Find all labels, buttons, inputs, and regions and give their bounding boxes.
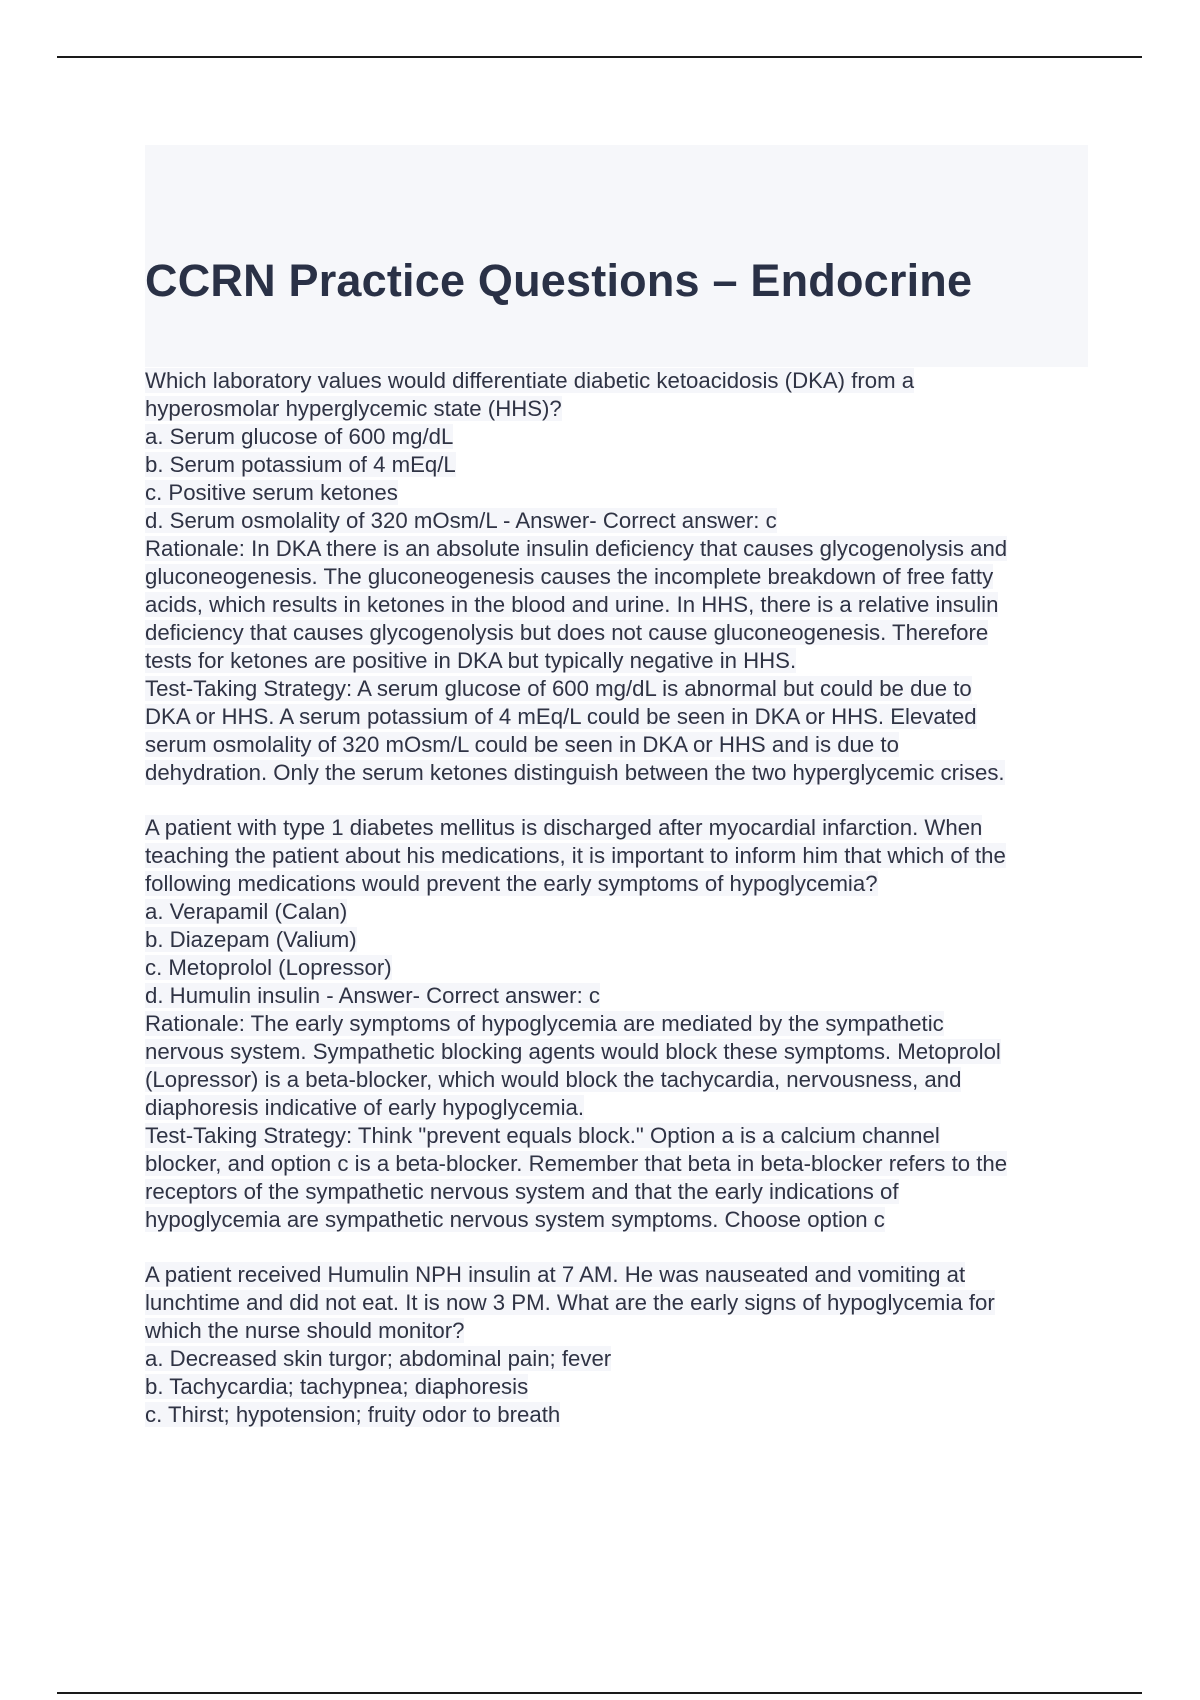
- rationale-line: (Lopressor) is a beta-blocker, which would block the tachycardia, nervousness, and: [145, 1067, 962, 1092]
- strategy-line: hypoglycemia are sympathetic nervous system symptoms. Choose option c: [145, 1207, 885, 1232]
- rationale-line: Rationale: In DKA there is an absolute insulin deficiency that causes glycogenolysis and: [145, 536, 1008, 561]
- page-title: CCRN Practice Questions – Endocrine: [145, 255, 973, 306]
- strategy-line: Test-Taking Strategy: Think "prevent equals block." Option a is a calcium channel: [145, 1123, 940, 1148]
- rationale-line: deficiency that causes glycogenolysis but does not cause gluconeogenesis. Therefore: [145, 620, 989, 645]
- text-line: following medications would prevent the early symptoms of hypoglycemia?: [145, 871, 878, 896]
- text-line: A patient with type 1 diabetes mellitus is discharged after myocardial infarction. When: [145, 815, 983, 840]
- strategy-line: Test-Taking Strategy: A serum glucose of 600 mg/dL is abnormal but could be due to: [145, 676, 972, 701]
- rationale-line: gluconeogenesis. The gluconeogenesis causes the incomplete breakdown of free fatty: [145, 564, 994, 589]
- rationale-line: diaphoresis indicative of early hypoglycemia.: [145, 1095, 585, 1120]
- rationale-line: tests for ketones are positive in DKA but typically negative in HHS.: [145, 648, 797, 673]
- answer-option: a. Verapamil (Calan): [145, 899, 348, 924]
- footer-rule: [57, 1692, 1142, 1694]
- answer-option: b. Diazepam (Valium): [145, 927, 357, 952]
- answer-option: c. Positive serum ketones: [145, 480, 398, 505]
- answer-option: d. Humulin insulin - Answer- Correct answer: c: [145, 983, 600, 1008]
- answer-option: c. Thirst; hypotension; fruity odor to breath: [145, 1402, 561, 1427]
- text-line: which the nurse should monitor?: [145, 1318, 465, 1343]
- strategy-line: dehydration. Only the serum ketones distinguish between the two hyperglycemic crises.: [145, 760, 1005, 785]
- header-rule: [57, 56, 1142, 58]
- answer-option: b. Tachycardia; tachypnea; diaphoresis: [145, 1374, 529, 1399]
- strategy-line: blocker, and option c is a beta-blocker. Remember that beta in beta-blocker refers to the: [145, 1151, 1008, 1176]
- strategy-line: serum osmolality of 320 mOsm/L could be seen in DKA or HHS and is due to: [145, 732, 899, 757]
- answer-option: a. Serum glucose of 600 mg/dL: [145, 424, 454, 449]
- strategy-line: DKA or HHS. A serum potassium of 4 mEq/L could be seen in DKA or HHS. Elevated: [145, 704, 977, 729]
- text-line: lunchtime and did not eat. It is now 3 PM. What are the early signs of hypoglycemia for: [145, 1290, 995, 1315]
- rationale-line: nervous system. Sympathetic blocking agents would block these symptoms. Metoprolol: [145, 1039, 1001, 1064]
- answer-option: d. Serum osmolality of 320 mOsm/L - Answer- Correct answer: c: [145, 508, 777, 533]
- answer-option: b. Serum potassium of 4 mEq/L: [145, 452, 456, 477]
- title-banner: [145, 145, 1088, 367]
- answer-option: a. Decreased skin turgor; abdominal pain; fever: [145, 1346, 612, 1371]
- question-block-1: [145, 367, 1095, 787]
- rationale-line: acids, which results in ketones in the blood and urine. In HHS, there is a relative insulin: [145, 592, 999, 617]
- question-block-2: [145, 814, 1095, 1234]
- text-line: teaching the patient about his medications, it is important to inform him that which of the: [145, 843, 1006, 868]
- text-line: Which laboratory values would differentiate diabetic ketoacidosis (DKA) from a: [145, 368, 915, 393]
- document-body: [145, 367, 1095, 1456]
- answer-option: c. Metoprolol (Lopressor): [145, 955, 392, 980]
- text-line: A patient received Humulin NPH insulin at 7 AM. He was nauseated and vomiting at: [145, 1262, 966, 1287]
- rationale-line: Rationale: The early symptoms of hypoglycemia are mediated by the sympathetic: [145, 1011, 944, 1036]
- strategy-line: receptors of the sympathetic nervous system and that the early indications of: [145, 1179, 899, 1204]
- question-block-3: [145, 1261, 1095, 1429]
- text-line: hyperosmolar hyperglycemic state (HHS)?: [145, 396, 562, 421]
